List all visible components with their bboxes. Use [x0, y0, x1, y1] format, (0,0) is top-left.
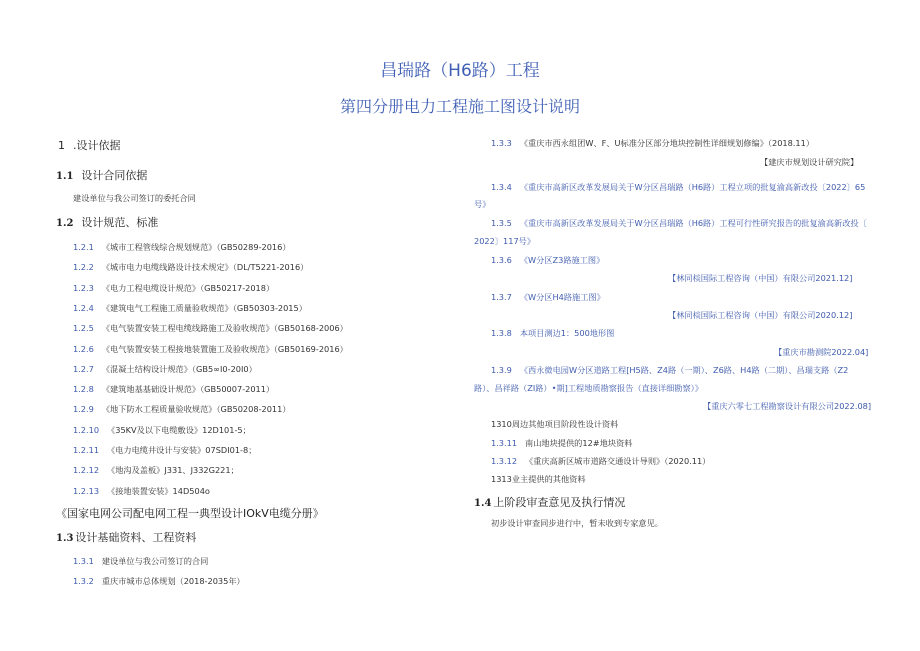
item-number: 1.2.8 — [73, 384, 94, 395]
item-1-3-1 — [73, 555, 208, 567]
norm-item — [73, 363, 257, 375]
item-text: 《电气装置安装工程电缆线路施工及验收规范》（GB50168-2006） — [101, 323, 348, 334]
item-text: 《重庆市高新区改革发展局关于W分区昌瑞路（H6路）工程可行性研究报告的批复渝高新改投〔 — [519, 218, 867, 228]
item-number: 1.3.9 — [491, 365, 512, 375]
item-number: 1.2.12 — [73, 465, 100, 476]
item-1-3-9-cont: 路）、昌祥路（ZI路）•期]工程地质勘察报告（直接详细勘察）》 — [474, 383, 703, 393]
item-1-3-9 — [491, 364, 848, 376]
section-1-3-heading — [56, 532, 196, 545]
norm-item — [73, 343, 348, 355]
norm-item — [73, 403, 291, 415]
item-text: 建设单位与我公司签订的合同 — [101, 556, 209, 566]
item-number: 1.2.6 — [73, 343, 94, 354]
item-text: 《重庆市西永组团W、F、U标准分区部分地块控制性详细规划修编》（2018.11） — [519, 138, 815, 148]
norm-item — [73, 302, 307, 314]
item-text: 《西永微电园W分区道路工程[H5路、Z4路（一期）、Z6路、H4路（二期）、昌瑞支路（Z2 — [519, 365, 849, 375]
section-number: 1.4 — [474, 498, 492, 509]
item-number: 1.2.13 — [73, 485, 100, 496]
section-number: 1 — [58, 139, 65, 152]
item-text: 《建筑电气工程施工质量验收规范》（GB50303-2015） — [101, 302, 307, 313]
item-text: 《城市工程管线综合规划规范》（GB50289-2016） — [101, 242, 291, 252]
item-1-3-4 — [491, 181, 865, 193]
item-text: 南山地块提供的12#地块资料 — [525, 438, 633, 448]
item-1-3-6-org: 【林同棪国际工程咨询（中国）有限公司2021.12] — [668, 273, 853, 283]
item-1-3-8-org: 【重庆市勘测院2022.04] — [774, 347, 869, 357]
item-1-3-3 — [491, 137, 814, 149]
item-1-3-7 — [491, 291, 605, 303]
item-number: 1.3.4 — [491, 182, 512, 192]
norm-item — [73, 241, 291, 253]
item-text: 《接地装置安装》14D504o — [107, 485, 210, 496]
section-label: .设计依据 — [73, 139, 121, 152]
section-label: 设计规范、标准 — [81, 216, 159, 229]
norm-item — [73, 464, 239, 476]
section-label: 设计基础资料、工程资料 — [75, 531, 197, 544]
item-number: 1.2.4 — [73, 302, 94, 313]
item-text: 《W分区H4路施工图》 — [519, 292, 605, 302]
section-1-1-text: 建设单位与我公司签订的委托合同 — [73, 193, 196, 203]
item-text: 《建筑地基基础设计规范》（GB50007-2011） — [101, 384, 275, 395]
section-number: 1.3 — [56, 533, 74, 544]
section-label: 设计合同依据 — [81, 169, 148, 182]
item-text: 《混凝土结构设计规范》（GB5∞I0-20I0） — [101, 363, 257, 374]
section-label: 上阶段审查意见及执行情况 — [493, 496, 626, 509]
section-number: 1.1 — [56, 171, 74, 182]
item-1-3-3-org: 【建庆市规划设计研究院】 — [760, 157, 859, 167]
item-number: 1.2.11 — [73, 445, 100, 455]
item-number: 1.3.8 — [491, 328, 512, 338]
item-number: 1.3.3 — [491, 138, 512, 148]
item-number: 1.2.1 — [73, 242, 94, 252]
item-text: 《电力电缆井设计与安装》07SDI01-8； — [107, 445, 257, 455]
item-number: 1.3.7 — [491, 292, 512, 302]
item-1-3-6 — [491, 254, 604, 266]
item-text: 《地下防水工程质量验收规范》（GB50208-2011） — [101, 404, 291, 415]
section-1-1-heading — [56, 170, 147, 183]
item-1-3-5 — [491, 217, 867, 229]
item-1-3-7-org: 【林同棪国际工程咨询（中国）有限公司2020.12] — [668, 310, 853, 320]
item-text: 《电力工程电缆设计规范》（GB50217-2018） — [101, 282, 275, 293]
item-1-3-10: 1310周边其他项目阶段性设计资料 — [491, 419, 619, 429]
norm-item — [73, 282, 274, 294]
norm-item — [73, 322, 348, 334]
item-number: 1.2.5 — [73, 323, 94, 334]
item-number: 1.2.10 — [73, 424, 100, 435]
item-number: 1.3.2 — [73, 576, 94, 586]
item-1-3-5-cont: 2022〕117号》 — [474, 236, 536, 246]
grid-standard-reference: 《国家电网公司配电网工程一典型设计IOkV电缆分册》 — [56, 507, 324, 520]
norm-item — [73, 383, 274, 395]
item-1-3-13: 1313业主提供的其他资料 — [491, 474, 586, 484]
section-1-heading — [58, 140, 121, 152]
item-text: 《电气装置安装工程接地装置施工及验收规范》（GB50169-2016） — [101, 343, 348, 354]
item-number: 1.2.7 — [73, 363, 94, 374]
item-text: 《W分区Z3路施工图》 — [519, 255, 605, 265]
item-number: 1.3.1 — [73, 556, 94, 566]
item-text: 本项目测边1：500地形图 — [519, 328, 615, 338]
item-text: 《重庆高新区城市道路交通设计导则》（2020.11） — [525, 456, 711, 466]
item-1-3-9-org: 【重庆六零七工程勘察设计有限公司2022.08] — [703, 401, 872, 411]
item-1-3-8 — [491, 327, 614, 339]
section-1-4-text: 初步设计审查同步进行中，暂未收到专家意见。 — [491, 518, 663, 528]
item-1-3-2 — [73, 575, 245, 587]
item-number: 1.3.11 — [491, 438, 518, 448]
item-text: 《地沟及盖板》J331、J332G221； — [107, 465, 239, 476]
section-1-2-heading — [56, 217, 158, 230]
doc-title: 昌瑞路（H6路）工程 — [380, 61, 540, 81]
item-1-3-12 — [491, 455, 710, 467]
item-text: 《重庆市高新区改革发展局关于W分区昌瑞路（H6路）工程立项的批复渝高新改投〔2022〕65 — [519, 182, 866, 192]
item-number: 1.3.5 — [491, 218, 512, 228]
item-number: 1.2.9 — [73, 404, 94, 415]
item-text: 《35KV及以下电缆敷设》12D101-5； — [107, 424, 251, 435]
doc-subtitle: 第四分册电力工程施工图设计说明 — [339, 97, 580, 116]
section-1-4-heading — [474, 497, 625, 510]
item-number: 1.2.3 — [73, 282, 94, 293]
item-1-3-4-cont: 号》 — [474, 199, 491, 209]
item-text: 《城市电力电缆线路设计技术规定》（DL/T5221-2016） — [101, 262, 309, 273]
norm-item — [73, 444, 256, 456]
norm-item — [73, 485, 210, 497]
item-1-3-11 — [491, 437, 632, 449]
section-number: 1.2 — [56, 218, 74, 229]
item-number: 1.2.2 — [73, 262, 94, 273]
item-text: 重庆市城市总体规划（2018-2035年） — [101, 576, 245, 586]
item-number: 1.3.12 — [491, 456, 518, 466]
item-number: 1.3.6 — [491, 255, 512, 265]
norm-item — [73, 424, 251, 436]
norm-item — [73, 261, 308, 273]
